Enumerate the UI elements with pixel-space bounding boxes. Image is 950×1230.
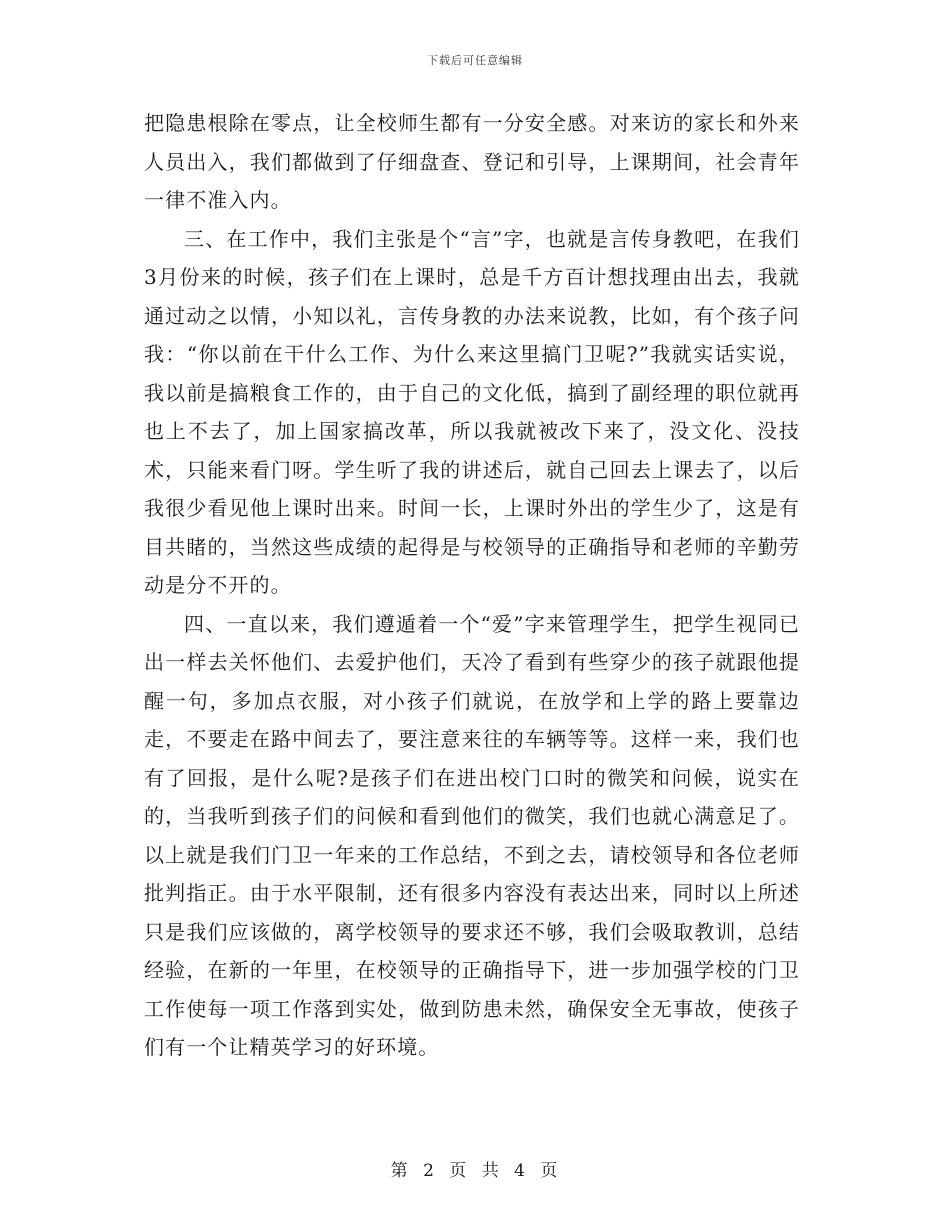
paragraph-section-four: 四、一直以来，我们遵遁着一个“爱”字来管理学生，把学生视同已出一样去关怀他们、去爱护他们，天冷了看到有些穿少的孩子就跟他提醒一句，多加点衣服，对小孩子们就说，在放学和上学的路上要靠边走，不要走在路中间去了，要注意来往的车辆等等。这样一来，我们也有了回报，是什么呢?是孩子们在进出校门口时的微笑和问候，说实在的，当我听到孩子们的问候和看到他们的微笑，我们也就心满意足了。以上就是我们门卫一年来的工作总结，不到之去，请校领导和各位老师批判指正。由于水平限制，还有很多内容没有表达出来，同时以上所述只是我们应该做的，离学校领导的要求还不够，我们会吸取教训，总结经验，在新的一年里，在校领导的正确指导下，进一步加强学校的门卫工作使每一项工作落到实处，做到防患未然，确保安全无事故，使孩子们有一个让精英学习的好环境。 [144, 611, 800, 1059]
page-header: 下载后可任意编辑 [427, 54, 523, 67]
paragraph-section-three: 三、在工作中，我们主张是个“言”字，也就是言传身教吧，在我们3月份来的时候，孩子们在上课时，总是千方百计想找理由出去，我就通过动之以情，小知以礼，言传身教的办法来说教，比如，有个孩子问我：“你以前在干什么工作、为什么来这里搞门卫呢?”我就实话实说，我以前是搞粮食工作的，由于自己的文化低，搞到了副经理的职位就再也上不去了，加上国家搞改革，所以我就被改下来了，没文化、没技术，只能来看门呀。学生听了我的讲述后，就自己回去上课去了，以后我很少看见他上课时出来。时间一长，上课时外出的学生少了，这是有目共睹的，当然这些成绩的起得是与校领导的正确指导和老师的辛勤劳动是分不开的。 [144, 226, 800, 597]
document-body [144, 104, 800, 1067]
page-number-footer: 第 2 页 共 4 页 [390, 1161, 560, 1181]
paragraph-continuation: 把隐患根除在零点，让全校师生都有一分安全感。对来访的家长和外来人员出入，我们都做到了仔细盘查、登记和引导，上课期间，社会青年一律不准入内。 [144, 111, 800, 212]
